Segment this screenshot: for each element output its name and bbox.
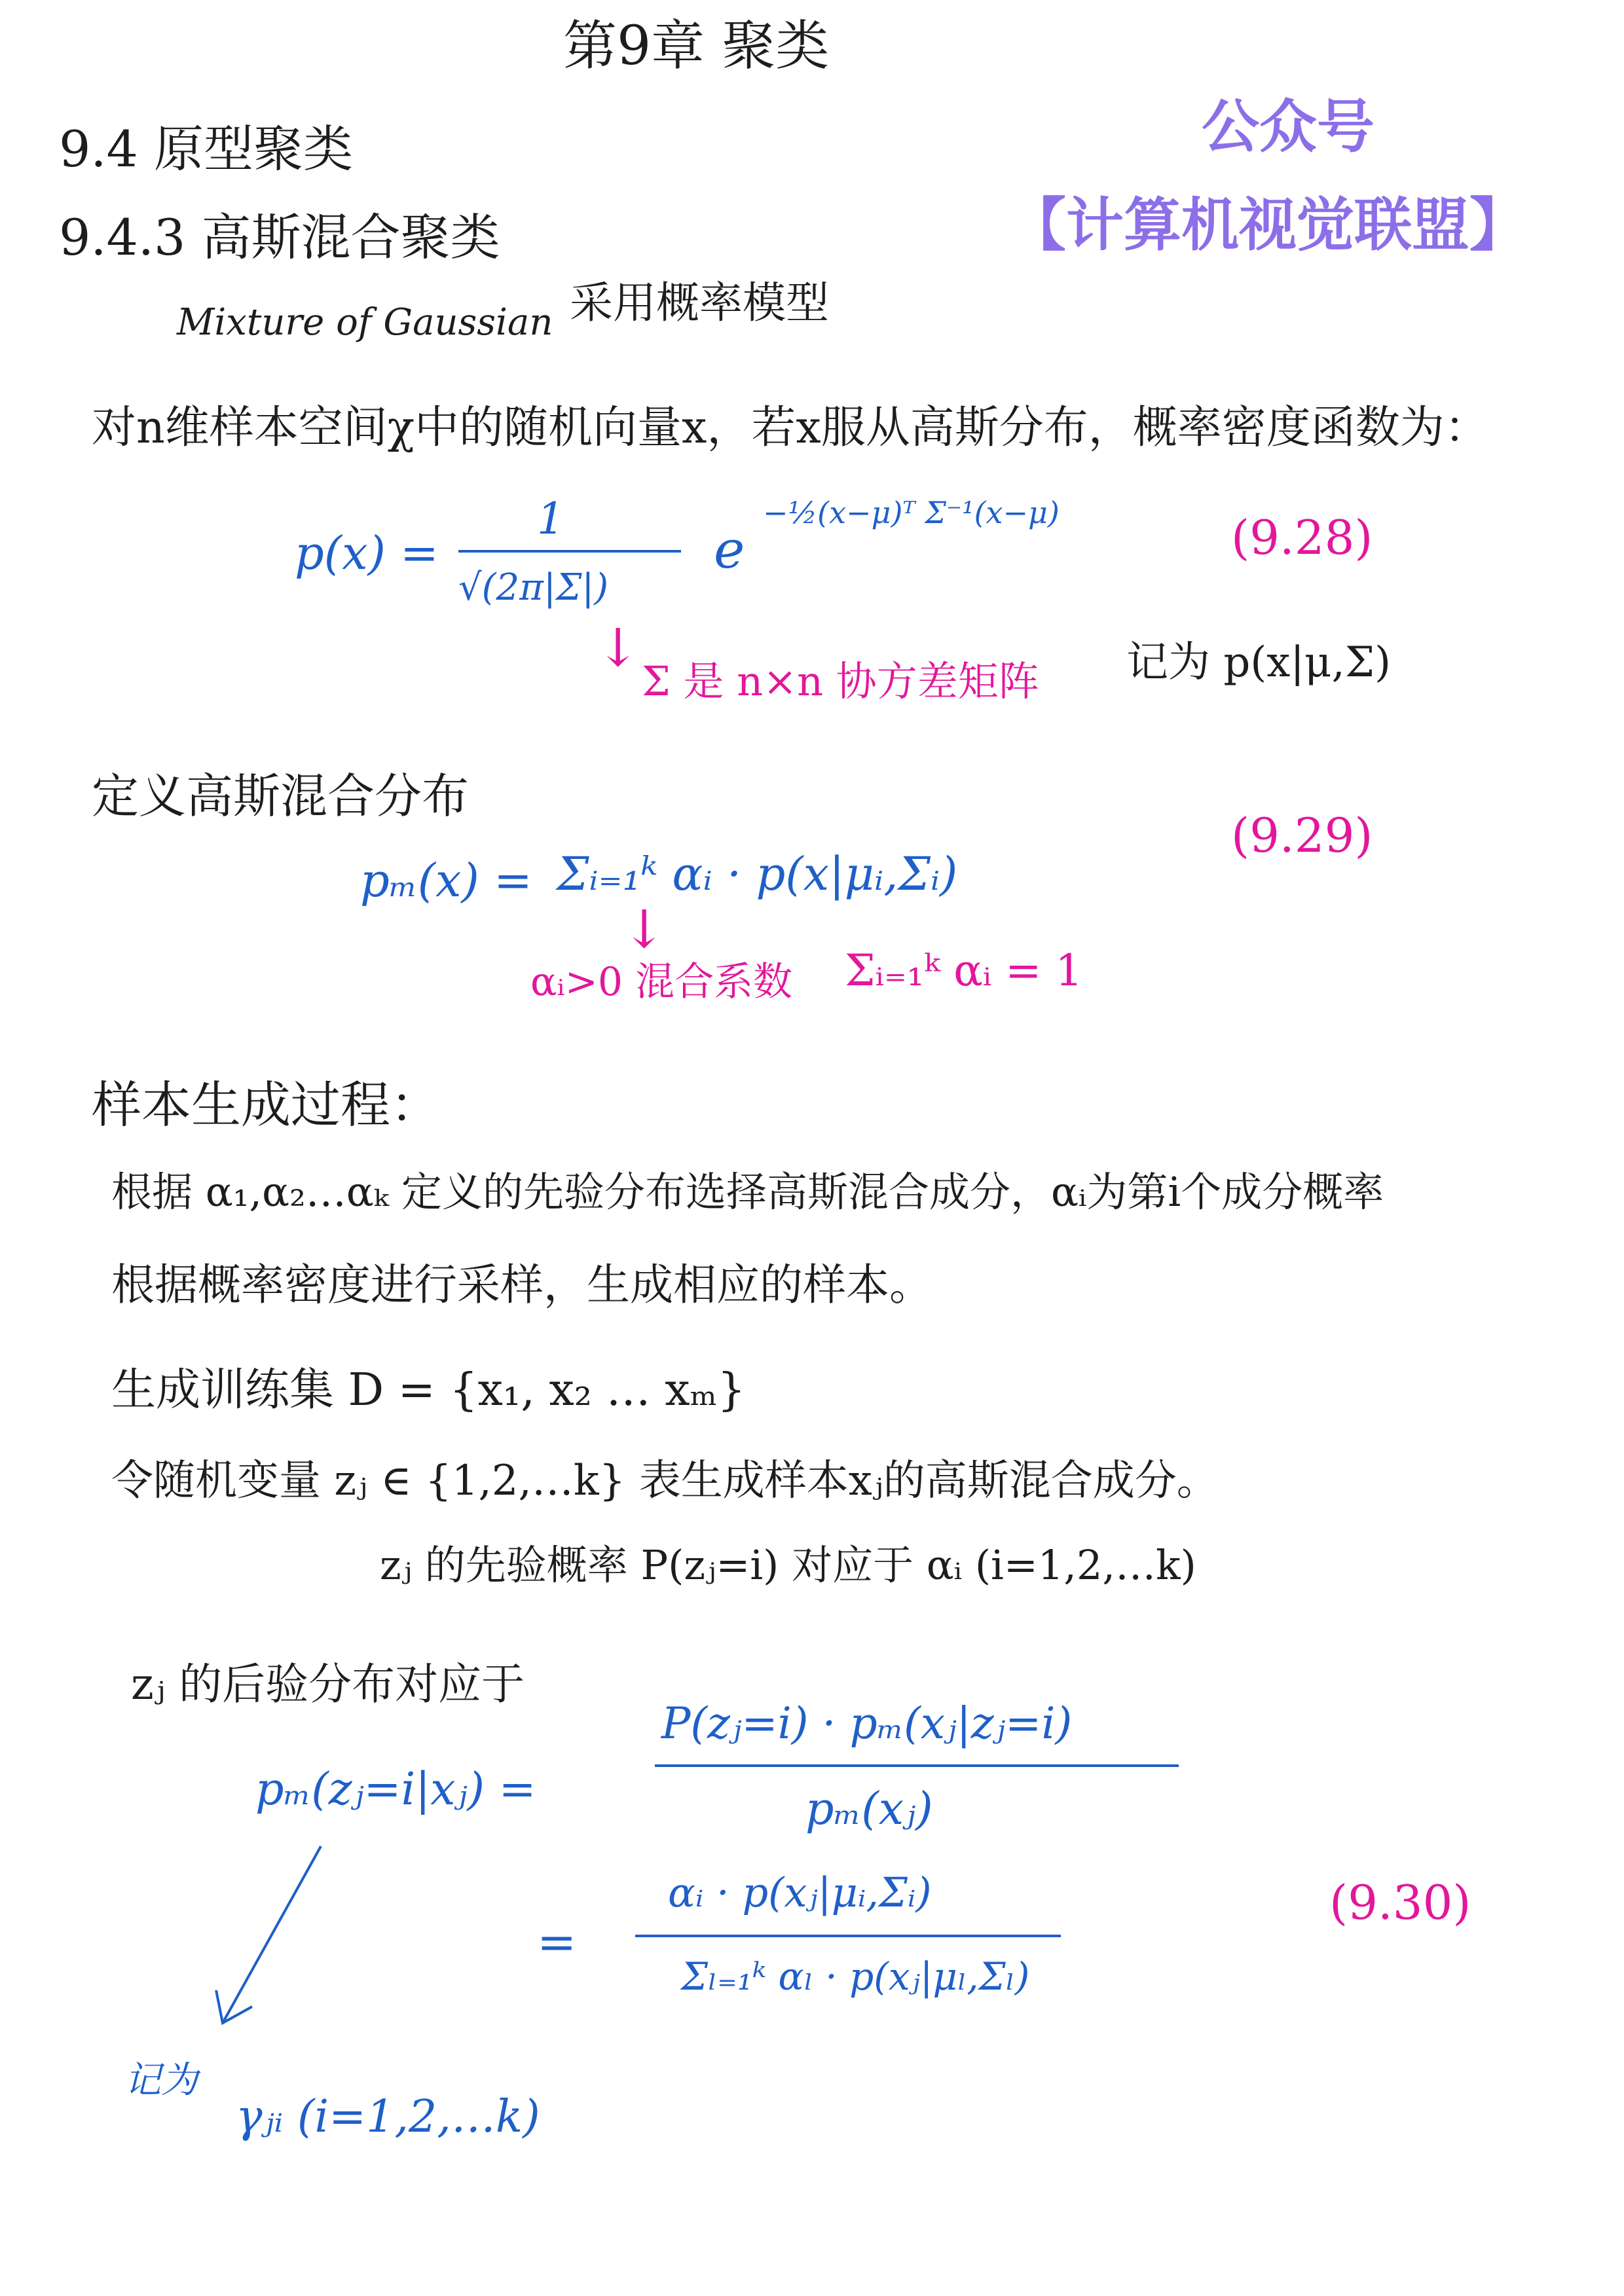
process-title: 样本生成过程： xyxy=(92,1076,440,1134)
denote-gamma-label: 记为 xyxy=(124,2059,198,2102)
eq928-tag: (9.28) xyxy=(1231,510,1373,565)
subsection-heading: 9.4.3 高斯混合聚类 xyxy=(59,208,500,266)
denote-gamma-value: γⱼᵢ (i=1,2,…k) xyxy=(236,2091,540,2143)
eq928-fraction-bar xyxy=(458,550,681,553)
watermark-line-2: 【计算机视觉联盟】 xyxy=(1008,191,1528,259)
process-step-4: 令随机变量 zⱼ ∈ {1,2,…k} 表生成样本xⱼ的高斯混合成分。 xyxy=(111,1457,1219,1505)
chapter-title: 第9章 聚类 xyxy=(563,15,830,77)
eq929-tag: (9.29) xyxy=(1231,808,1373,863)
intro-english: Mixture of Gaussian xyxy=(177,301,553,344)
intro-chinese: 采用概率模型 xyxy=(570,278,829,328)
eq930-lhs: pₘ(zⱼ=i|xⱼ) = xyxy=(255,1764,536,1815)
watermark-line-1: 公众号 xyxy=(1202,93,1375,160)
posterior-title: zⱼ 的后验分布对应于 xyxy=(131,1659,525,1709)
process-step-1: 根据 α₁,α₂…αₖ 定义的先验分布选择高斯混合成分，αᵢ为第i个成分概率 xyxy=(111,1168,1384,1216)
eq930-denominator-1: pₘ(xⱼ) xyxy=(805,1783,933,1835)
process-step-2: 根据概率密度进行采样，生成相应的样本。 xyxy=(111,1260,932,1310)
eq928-lhs: p(x) = xyxy=(295,526,439,580)
eq929-lhs: pₘ(x) = xyxy=(360,854,532,907)
process-step-3: 生成训练集 D = {x₁, x₂ … xₘ} xyxy=(111,1364,746,1416)
eq930-equals: = xyxy=(537,1914,577,1969)
eq929-note-sum: Σᵢ₌₁ᵏ αᵢ = 1 xyxy=(845,945,1083,996)
eq929-note-coefficient: αᵢ>0 混合系数 xyxy=(530,959,793,1005)
eq928-exponent: −½(x−μ)ᵀ Σ⁻¹(x−μ) xyxy=(763,495,1060,530)
eq930-numerator-2: αᵢ · p(xⱼ|μᵢ,Σᵢ) xyxy=(668,1868,932,1916)
arrow-down-icon: ↓ xyxy=(596,617,640,678)
eq929-rhs: Σᵢ₌₁ᵏ αᵢ · p(x|μᵢ,Σᵢ) xyxy=(557,847,958,901)
section-heading: 9.4 原型聚类 xyxy=(59,120,354,178)
eq928-denote: 记为 p(x|μ,Σ) xyxy=(1126,638,1392,687)
eq928-numerator: 1 xyxy=(537,494,564,544)
eq928-note: Σ 是 n×n 协方差矩阵 xyxy=(642,657,1039,705)
process-step-5: zⱼ 的先验概率 P(zⱼ=i) 对应于 αᵢ (i=1,2,…k) xyxy=(380,1541,1196,1589)
eq930-fraction-bar-1 xyxy=(655,1764,1179,1767)
eq928-denominator: √(2π|Σ|) xyxy=(458,566,609,609)
definition-title: 定义高斯混合分布 xyxy=(92,769,470,824)
paragraph-density: 对n维样本空间χ中的随机向量x，若x服从高斯分布，概率密度函数为： xyxy=(92,402,1489,454)
eq930-denominator-2: Σₗ₌₁ᵏ αₗ · p(xⱼ|μₗ,Σₗ) xyxy=(681,1954,1030,1999)
arrow-diagonal-icon xyxy=(196,1833,341,2043)
eq930-numerator-1: P(zⱼ=i) · pₘ(xⱼ|zⱼ=i) xyxy=(661,1698,1073,1749)
arrow-down-icon: ↓ xyxy=(622,899,667,960)
eq930-fraction-bar-2 xyxy=(635,1935,1061,1937)
eq930-tag: (9.30) xyxy=(1329,1875,1471,1930)
eq928-exp-base: e xyxy=(714,519,745,580)
